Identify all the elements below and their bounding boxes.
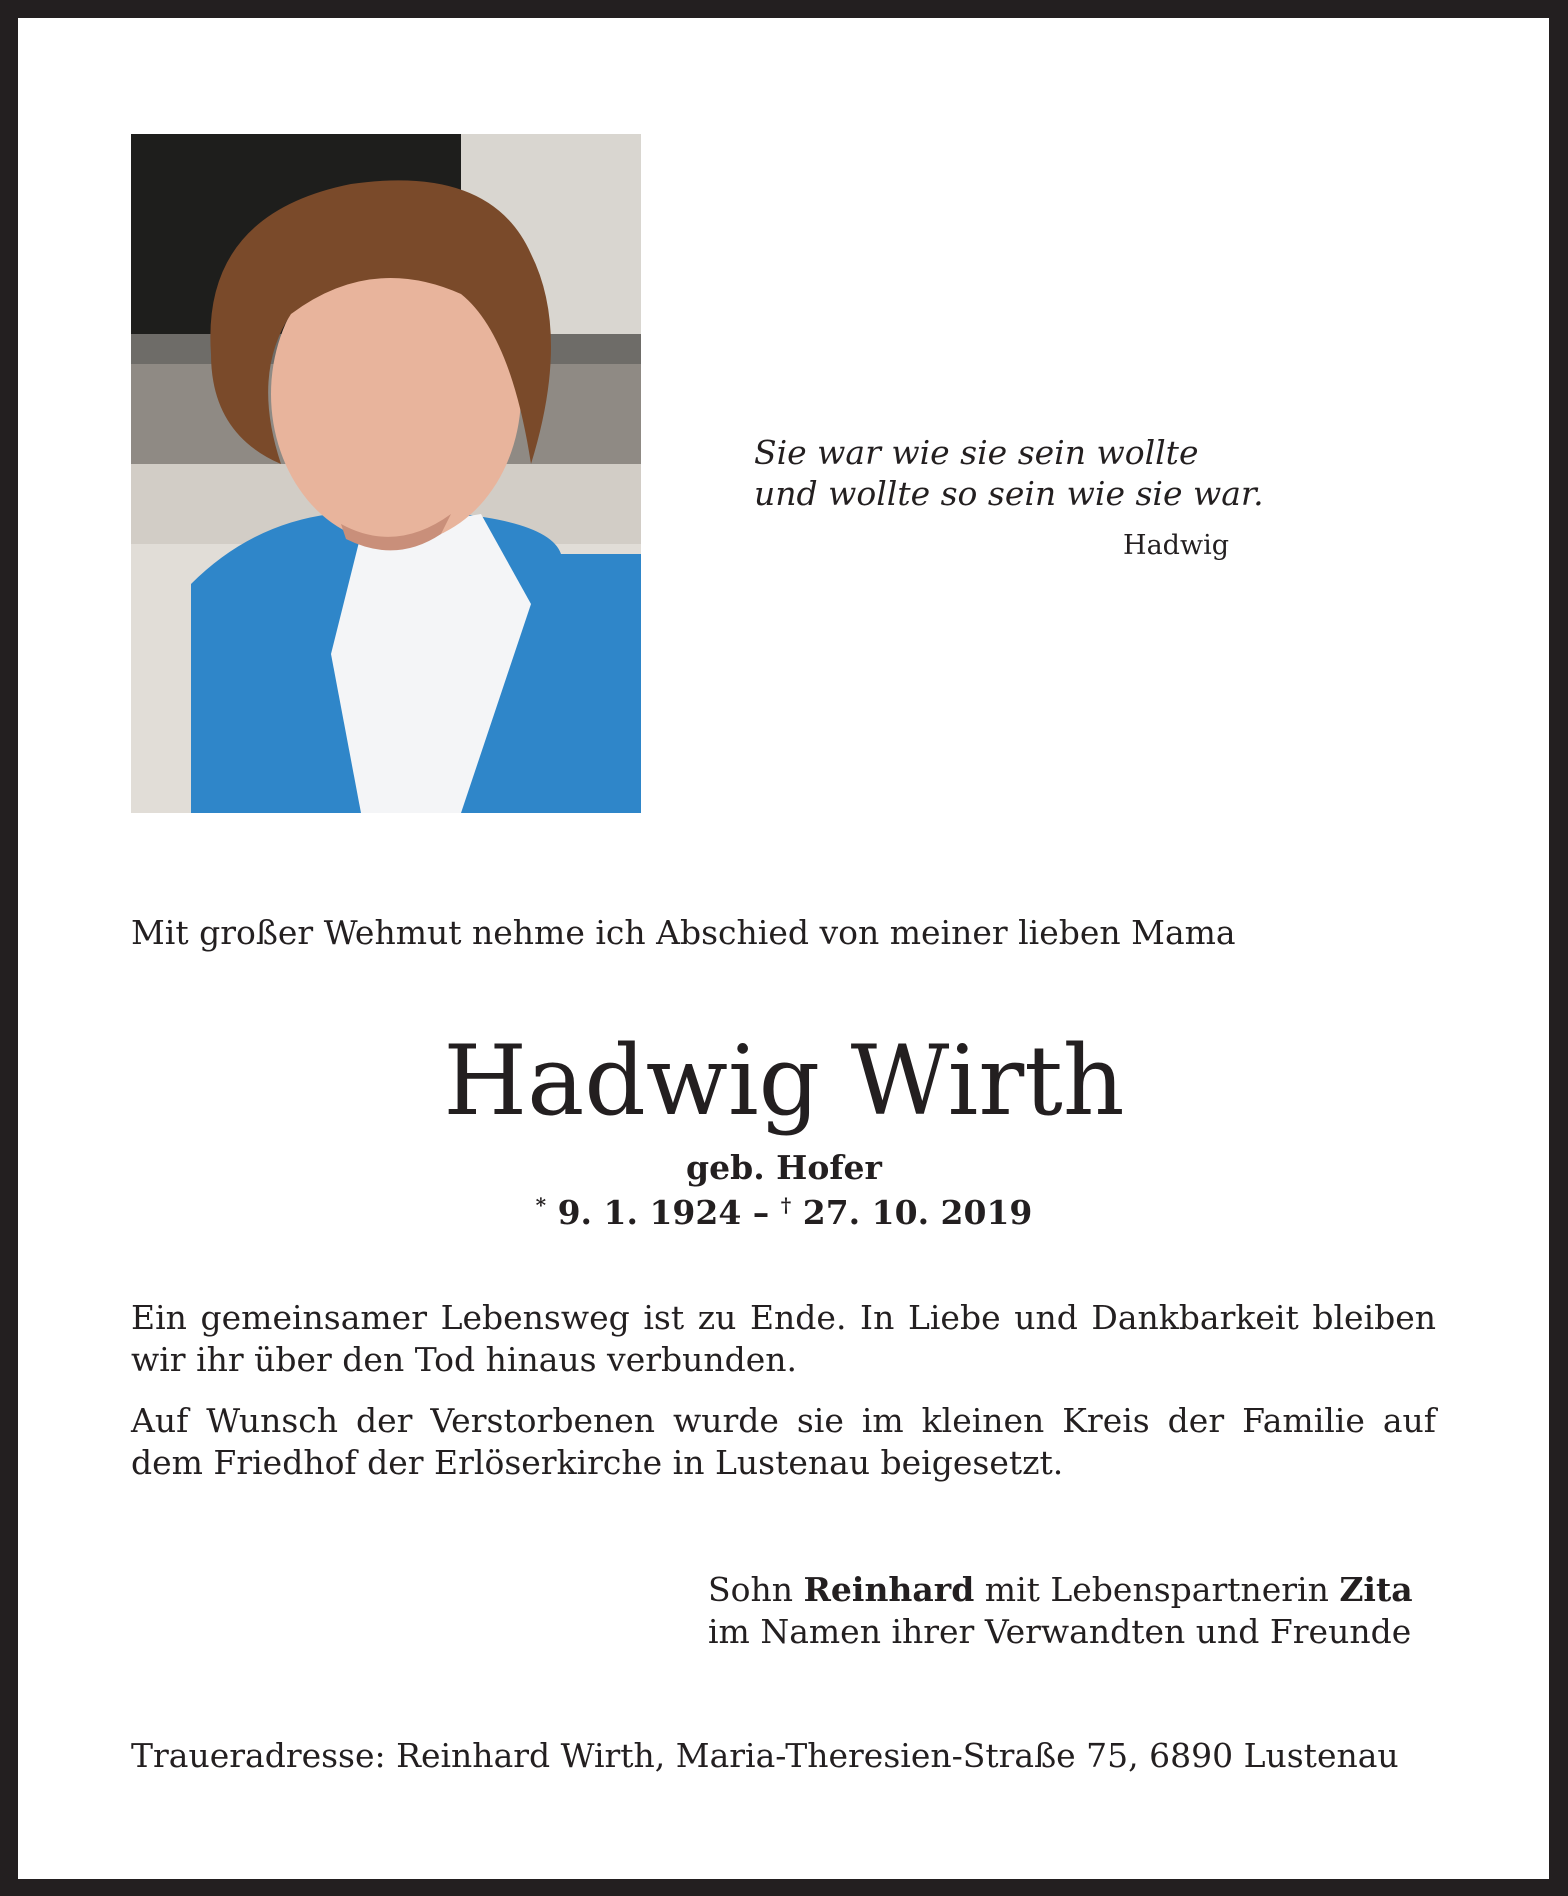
death-date: 27. 10. 2019	[802, 1193, 1033, 1232]
deceased-name: Hadwig Wirth	[443, 1025, 1125, 1137]
signature-line-2: im Namen ihrer Verwandten und Freunde	[708, 1612, 1412, 1651]
signature-middle: mit Lebenspartnerin	[974, 1570, 1340, 1609]
intro-text: Mit großer Wehmut nehme ich Abschied von meiner lieben Mama	[131, 913, 1236, 952]
paragraph-2-line-2: dem Friedhof der Erlöserkirche in Lustenau beigesetzt.	[131, 1443, 1064, 1482]
mourning-address: Traueradresse: Reinhard Wirth, Maria-Theresien-Straße 75, 6890 Lustenau	[131, 1736, 1399, 1775]
quote-line-2: und wollte so sein wie sie war.	[754, 474, 1264, 513]
quote-line-1: Sie war wie sie sein wollte	[754, 433, 1199, 472]
date-dash: –	[741, 1193, 781, 1232]
birth-name: geb. Hofer	[686, 1148, 882, 1187]
quote-author: Hadwig	[1123, 530, 1229, 561]
portrait-photo	[131, 134, 641, 813]
partner-name: Zita	[1339, 1570, 1413, 1609]
quote	[754, 432, 1264, 514]
paragraph-2-line-1: Auf Wunsch der Verstorbenen wurde sie im kleinen Kreis der Familie auf	[131, 1401, 1436, 1440]
signature	[708, 1569, 1413, 1653]
paragraph-2	[131, 1400, 1436, 1484]
signature-prefix: Sohn	[708, 1570, 804, 1609]
paragraph-1: Ein gemeinsamer Lebensweg ist zu Ende. In Liebe und Dankbarkeit bleiben wir ihr über den Tod hinaus verbunden.	[131, 1298, 1436, 1379]
life-dates	[0, 1193, 1568, 1232]
birth-symbol: *	[535, 1193, 547, 1217]
birth-date: 9. 1. 1924	[557, 1193, 742, 1232]
son-name: Reinhard	[803, 1570, 975, 1609]
death-symbol: †	[780, 1193, 792, 1217]
